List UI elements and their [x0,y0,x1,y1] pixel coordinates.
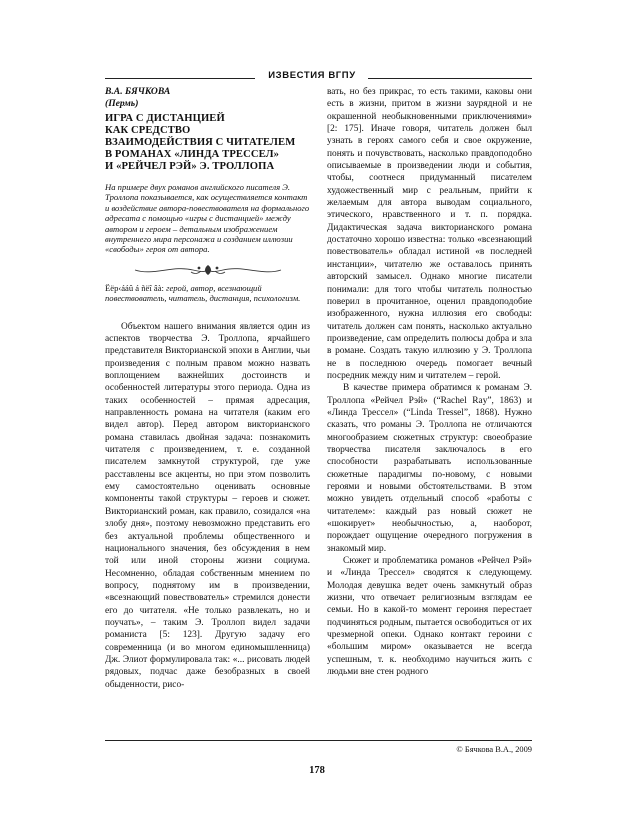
article-title [105,113,310,173]
title-line: ВЗАИМОДЕЙСТВИЯ С ЧИТАТЕЛЕМ [105,137,296,148]
left-body [105,321,310,691]
title-line: КАК СРЕДСТВО [105,125,191,136]
paragraph: В качестве примера обратимся к романам Э. Троллопа «Рейчел Рэй» (“Rachel Ray”, 1863) и «Линда Трессел» (“Linda Tressel”, 1868). Нужно сказать, что романы Э. Троллопа не отличаются многообразием сюжетных структур: своеобразие творчества писателя заключалось в его способности разрабатывать использованные сюжетные парадигмы по-новому, с новыми героями и новыми обстоятельствами. В этом можно увидеть отдельный способ «работы с читателем»: каждый раз новый сюжет не «шокирует» необычностью, а, наоборот, порождает ощущение очередного погружения в знакомый мир. [327,383,532,554]
paragraph: вать, но без прикрас, то есть такими, каковы они есть в жизни, притом в жизни заурядной и не окрашенной необыкновенными приключениями» [2: 175]. Иначе говоря, читатель должен был узнать в героях самого себя и свое окружение, понять и почувствовать, насколько правдоподобно описываемые в произведении люди и события, чтобы, соотнеся придуманный писателем художественный мир с реальным, прийти к желаемым для автора выводам социального, этического, нравственного и т. п. порядка. Дидактическая задача викторианского романа достаточно хорошо известна: только «всезнающий повествователь» обладал истиной «в последней инстанции», читателю же оставалось принять авторский замысел. Однако многие писатели понимали: для того чтобы читатель полностью поверил в прочитанное, оценил правдоподобие изображенного, нужна иллюзия его свободы: читатель должен сам понять, насколько актуально произведение, сам определить полюсы добра и зла в романе. Создать такую иллюзию у Э. Троллопа не в последнюю очередь помогает вечный посредник между ним и читателем – герой. [327,87,532,381]
paragraph: Объектом нашего внимания является один из аспектов творчества Э. Троллопа, ярчайшего представителя Викторианской эпохи в Англии, чьи произведения с полным правом можно назвать воплощением важнейших достоинств и особенностей литературы этого периода. Одна из таких особенностей – прямая адресация, направленность романа на читателя (каким его видел автор). Перед автором викторианского романа ставилась двойная задача: познакомить читателя с произведением, т. е. созданной писателем замкнутой структурой, где уже расставлены все акценты, но при этом позволить ему самостоятельно оценивать основные компоненты такой структуры – героев и сюжет. Викторианский роман, как правило, созидался «на злобу дня», поэтому невозможно представить его без актуальной проблемы общественного и национального значения, без обсуждения в нем той или иной стороны жизни социума. Несомненно, обладая собственным мнением по вопросу, поднятому им в произведении, «всезнающий повествователь» стремился донести его до читателя. «Не только развлекать, но и поучать», – таким Э. Троллоп видел задачи романиста [5: 123]. Другую задачу его современница (и во многом единомышленница) Дж. Элиот формулировала так: «... рисовать людей рядовых, подчас даже безобразных в своей обыденности, рисо- [105,321,310,690]
title-line: И «РЕЙЧЕЛ РЭЙ» Э. ТРОЛЛОПА [105,161,275,172]
running-head: ИЗВЕСТИЯ ВГПУ [268,70,356,81]
page-number: 178 [309,765,325,776]
author-name: В.А. БЯЧКОВА [105,86,171,97]
abstract: На примере двух романов английского писателя Э. Троллопа показывается, как осуществляется контакт и воздействие автора-повествователя на формального адресата с помощью «игры с дистанцией» между автором и героем – детальным изображением внутреннего мира персонажа и созданием иллюзии «свободы» героя от автора. [105,182,310,255]
keywords-text: герой, автор, всезнающий повествователь, читатель, дистанция, психологизм. [105,282,301,304]
left-column [105,86,310,691]
footer-rule [105,740,532,741]
ornament-divider-icon [105,262,310,278]
title-line: ИГРА С ДИСТАНЦИЕЙ [105,113,225,124]
keywords [105,283,310,304]
header-rule-left [105,78,255,79]
keywords-label: Ёёр‹ááû á ñëî âà: [105,282,164,293]
title-line: В РОМАНАХ «ЛИНДА ТРЕССЕЛ» [105,149,279,160]
header-rule-right [368,78,532,79]
author-city: (Пермь) [105,97,139,109]
copyright-notice: © Бячкова В.А., 2009 [456,745,532,754]
paragraph: Сюжет и проблематика романов «Рейчел Рэй» и «Линда Трессел» сводятся к следующему. Молодая девушка ведет очень замкнутый образ жизни, что отвечает религиозным взглядам ее семьи. Но в какой-то момент героиня перестает подчиняться родным, пытается освободиться от их чрезмерной опеки. Однако контакт героини с «большим миром» оказывается не всегда успешным, т. к. необходимо научиться жить с людьми вне стен родного [327,556,532,678]
right-column [327,86,532,679]
